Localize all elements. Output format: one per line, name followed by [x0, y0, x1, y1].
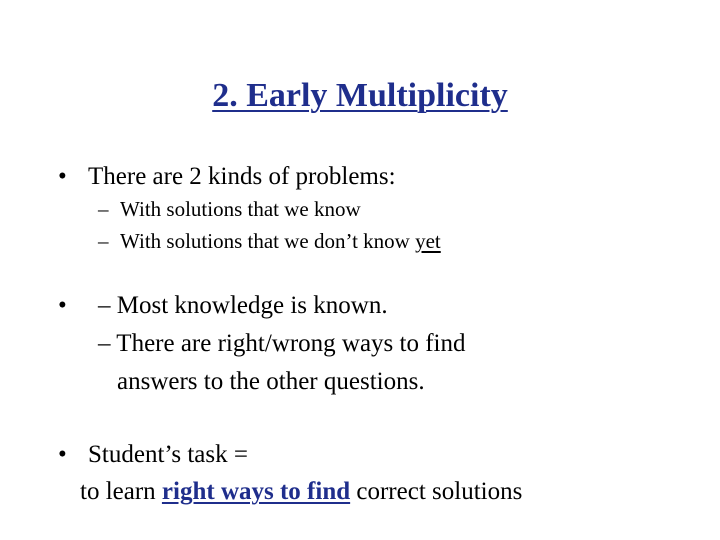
- slide-title-text: 2. Early Multiplicity: [212, 77, 508, 114]
- bullet-kinds-of-problems: There are 2 kinds of problems:: [88, 163, 396, 190]
- underlined-yet: yet: [415, 229, 441, 253]
- bullet-marker: •: [58, 292, 67, 319]
- bullet-line-answers: answers to the other questions.: [117, 368, 425, 395]
- bullet-marker: •: [58, 163, 67, 190]
- sub-item-unknown-text: With solutions that we don’t know: [120, 229, 416, 253]
- sub-item-unknown-solutions: [120, 226, 441, 256]
- sub-item-known-solutions: With solutions that we know: [120, 197, 361, 221]
- sub-marker: –: [98, 229, 109, 253]
- bullet-marker: •: [58, 441, 67, 468]
- bullet-line-knowledge-known: – Most knowledge is known.: [98, 292, 388, 319]
- learn-text-before: to learn: [80, 478, 162, 505]
- bullet-students-task: Student’s task =: [88, 441, 248, 468]
- learn-text-after: correct solutions: [350, 478, 523, 505]
- sub-marker: –: [98, 197, 109, 221]
- slide-title: [0, 74, 720, 118]
- bullet-learn-right-ways: [80, 474, 522, 510]
- bullet-line-right-wrong-ways: – There are right/wrong ways to find: [98, 330, 466, 357]
- emphasized-right-ways: right ways to find: [161, 478, 351, 505]
